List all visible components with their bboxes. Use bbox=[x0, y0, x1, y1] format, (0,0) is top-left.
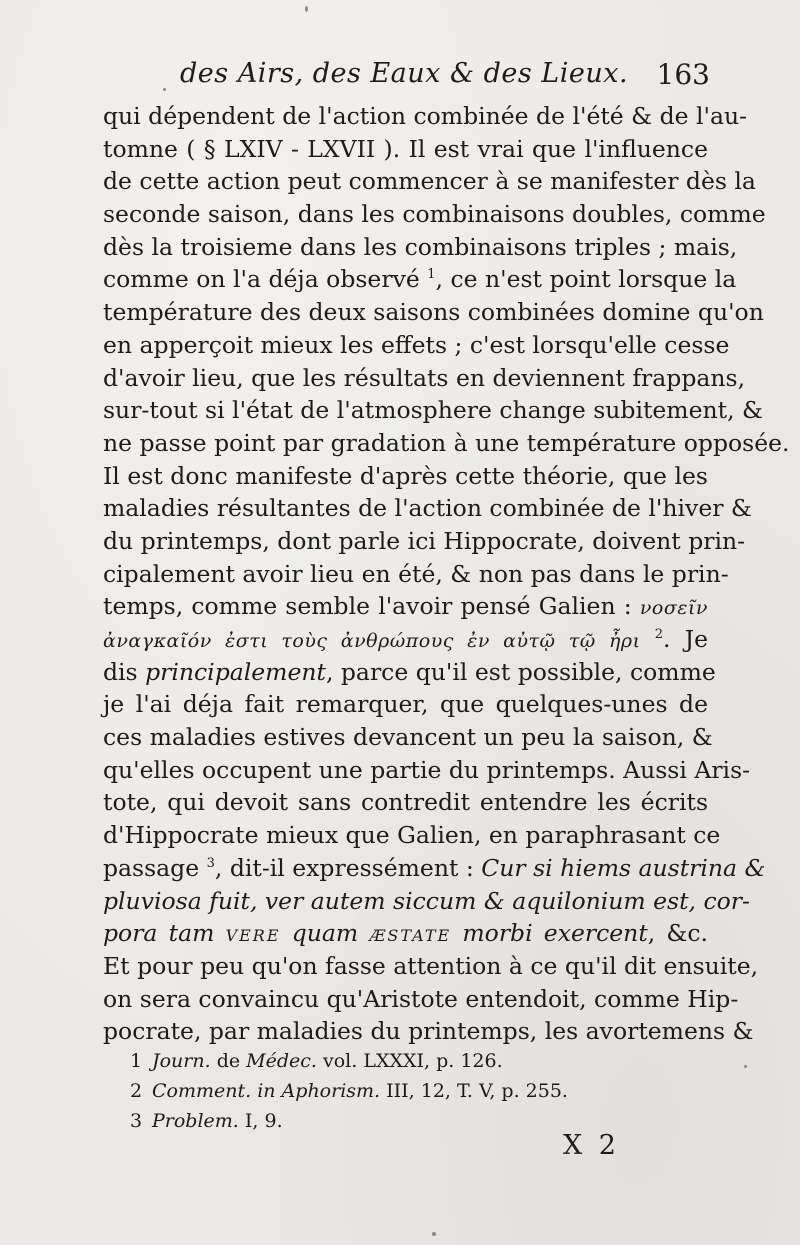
text-line: passage $^3$, dit-il expressément : Cur si hiems austrina & bbox=[103, 853, 766, 882]
text-line: seconde saison, dans les combinaisons doubles, comme bbox=[103, 200, 766, 229]
text-line: dis principalement, parce qu'il est possible, comme bbox=[103, 657, 716, 686]
greek-text: νοσεῖν bbox=[639, 597, 708, 620]
text-line: cipalement avoir lieu en été, & non pas dans le prin- bbox=[103, 559, 729, 588]
text-line: du printemps, dont parle ici Hippocrate, doivent prin- bbox=[103, 526, 746, 555]
text-line: Il est donc manifeste d'après cette théorie, que les bbox=[103, 461, 708, 490]
paper-speck bbox=[432, 1232, 436, 1236]
paper-speck bbox=[744, 1065, 747, 1068]
small-caps-word: æstate bbox=[369, 919, 452, 948]
signature-mark: X 2 bbox=[563, 1130, 620, 1161]
footnote: 2 Comment. in Aphorism. III, 12, T. V, p. 255. bbox=[130, 1080, 568, 1102]
footnote-ref: 2 bbox=[654, 627, 663, 643]
text-line: qu'elles occupent une partie du printemps. Aussi Aris- bbox=[103, 755, 751, 784]
main-text-block bbox=[103, 100, 790, 1048]
text-line: tomne ( § LXIV - LXVII ). Il est vrai que l'influence bbox=[103, 134, 708, 163]
text-line: ἀναγκαῖόν ἐστι τοὺς ἀνθρώπους ἐν αὐτῷ τῷ ἦρι $^2$. Je bbox=[103, 625, 708, 653]
text-line: pora tam vere quam æstate morbi exercent, &c. bbox=[103, 919, 708, 948]
text-line: temps, comme semble l'avoir pensé Galien : νοσεῖν bbox=[103, 592, 708, 621]
page-number: 163 bbox=[656, 58, 710, 91]
running-header bbox=[180, 58, 710, 98]
text-line: ces maladies estives devancent un peu la saison, & bbox=[103, 723, 713, 752]
text-line: tote, qui devoit sans contredit entendre les écrits bbox=[103, 788, 708, 817]
running-title: des Airs, des Eaux & des Lieux. bbox=[180, 58, 629, 89]
text-line: pocrate, par maladies du printemps, les avortemens & bbox=[103, 1017, 754, 1046]
text-line bbox=[103, 885, 750, 918]
latin-quote: pora tam bbox=[103, 919, 226, 948]
small-caps-word: vere bbox=[225, 919, 281, 948]
text-line: en apperçoit mieux les effets ; c'est lorsqu'elle cesse bbox=[103, 330, 730, 359]
footnote: 1 Journ. de Médec. vol. LXXXI, p. 126. bbox=[130, 1050, 503, 1072]
footnotes bbox=[130, 1046, 590, 1136]
text-line: température des deux saisons combinées domine qu'on bbox=[103, 298, 764, 327]
italic-emphasis: principalement bbox=[145, 657, 326, 686]
latin-quote: Cur si hiems austrina & bbox=[481, 853, 766, 882]
text-line: d'avoir lieu, que les résultats en deviennent frappans, bbox=[103, 363, 746, 392]
text-line: d'Hippocrate mieux que Galien, en paraphrasant ce bbox=[103, 821, 721, 850]
footnote-ref: 3 bbox=[206, 855, 215, 871]
paper-speck bbox=[305, 6, 308, 12]
text-line: je l'ai déja fait remarquer, que quelques-unes de bbox=[103, 690, 708, 719]
paper-speck bbox=[163, 88, 166, 91]
text-line: dès la troisieme dans les combinaisons triples ; mais, bbox=[103, 232, 738, 261]
latin-quote: pluviosa fuit, ver autem siccum & aquilonium est, cor- bbox=[103, 886, 750, 915]
text-line: maladies résultantes de l'action combinée de l'hiver & bbox=[103, 494, 752, 523]
greek-text: ἀναγκαῖόν ἐστι τοὺς ἀνθρώπους ἐν αὐτῷ τῷ ἦρι bbox=[103, 630, 641, 652]
text-line: de cette action peut commencer à se manifester dès la bbox=[103, 167, 756, 196]
text-line: Et pour peu qu'on fasse attention à ce qu'il dit ensuite, bbox=[103, 951, 759, 980]
text-line: comme on l'a déja observé $^1$, ce n'est point lorsque la bbox=[103, 265, 737, 294]
text-line: sur-tout si l'état de l'atmosphere change subitement, & bbox=[103, 396, 763, 425]
text-line: ne passe point par gradation à une température opposée. bbox=[103, 428, 790, 457]
text-line: on sera convaincu qu'Aristote entendoit, comme Hip- bbox=[103, 984, 739, 1013]
footnote: 3 Problem. I, 9. bbox=[130, 1110, 283, 1132]
footnote-ref: 1 bbox=[427, 267, 436, 283]
text-line: qui dépendent de l'action combinée de l'été & de l'au- bbox=[103, 102, 748, 130]
